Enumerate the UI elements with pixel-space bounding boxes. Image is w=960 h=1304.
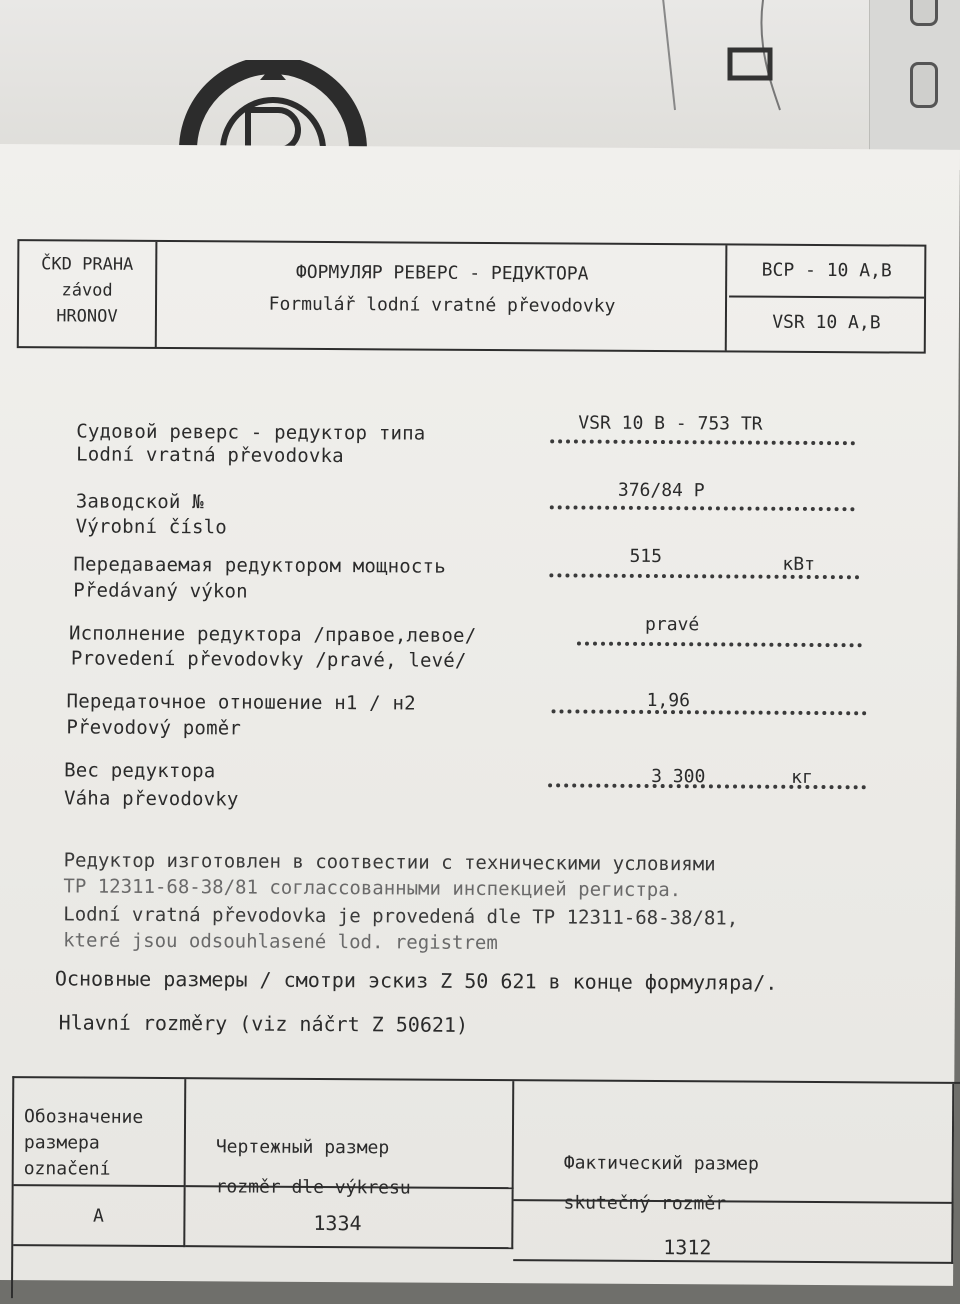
main-dimensions-czech: Hlavní rozměry (viz náčrt Z 50621): [58, 1010, 469, 1037]
header-text: Чертежный размер: [215, 1136, 390, 1159]
label-russian: Вес редуктора: [64, 759, 216, 783]
field-unit: кг: [791, 766, 813, 788]
label-russian: Передаточное отношение н1 / н2: [66, 690, 416, 715]
form-header: [17, 239, 927, 354]
label-russian: Исполнение редуктора /правое,левое/: [68, 622, 477, 647]
cell-drawing-size: 1334: [185, 1187, 513, 1249]
field-value: 515: [629, 545, 663, 568]
code-russian: ВСР - 10 А,В: [729, 245, 924, 298]
dimensions-table: [11, 1076, 960, 1304]
column-header-drawing: [186, 1079, 515, 1199]
cell-actual-size: 1312: [513, 1201, 953, 1264]
column-header-mark: [14, 1078, 187, 1187]
dotted-line: [550, 505, 855, 511]
field-value: pravé: [645, 613, 700, 636]
label-russian: Передаваемая редуктором мощность: [73, 553, 446, 578]
note-russian-line2: ТР 12311-68-38/81 соглассованными инспекцией регистра.: [63, 875, 682, 902]
title-czech: Formulář lodní vratné převodovky: [268, 293, 616, 317]
dotted-line: [549, 573, 859, 579]
code-box: [729, 245, 925, 351]
main-dimensions-russian: Основные размеры / смотри эскиз Z 50 621 в конце формуляра/.: [54, 966, 778, 995]
header-text: Фактический размер: [563, 1152, 759, 1175]
note-czech-line2: které jsou odsouhlasené lod. registrem: [63, 929, 498, 955]
header-text: Обозначение: [23, 1106, 144, 1128]
dotted-line: [548, 783, 866, 789]
company-plant: závod: [61, 280, 113, 301]
header-text: размера: [23, 1132, 100, 1154]
code-czech: VSR 10 A,B: [772, 311, 881, 334]
note-russian-line1: Редуктор изготовлен в соотвестии с техническими условиями: [63, 849, 716, 876]
company-box: [19, 241, 158, 347]
dotted-line: [577, 642, 862, 648]
dotted-line: [550, 439, 855, 445]
label-russian: Заводской №: [75, 490, 204, 514]
header-text: označení: [23, 1158, 111, 1180]
label-czech: Převodový poměr: [66, 716, 242, 740]
technical-drawing-fragment: [620, 0, 820, 140]
title-box: [159, 242, 728, 350]
form-sheet: [0, 144, 960, 1286]
cell-mark: A: [13, 1186, 185, 1247]
label-czech: Výrobní číslo: [75, 515, 228, 539]
field-value: 376/84 P: [617, 479, 705, 502]
title-russian: ФОРМУЛЯР РЕВЕРС - РЕДУКТОРА: [295, 261, 589, 285]
header-text: skutečný rozměr: [563, 1192, 727, 1215]
field-value: VSR 10 B - 753 TR: [578, 412, 763, 435]
company-location: HRONOV: [56, 306, 118, 327]
note-czech-line1: Lodní vratná převodovka je provedená dle TP 12311-68-38/81,: [63, 903, 739, 930]
punch-hole: [910, 62, 938, 108]
column-header-actual: [514, 1081, 955, 1215]
label-czech: Předávaný výkon: [73, 579, 248, 603]
field-value: 3 300: [651, 765, 706, 788]
field-value: 1,96: [646, 689, 691, 712]
header-text: rozměr dle výkresu: [215, 1176, 411, 1199]
punch-hole: [910, 0, 938, 26]
company-name: ČKD PRAHA: [41, 254, 134, 275]
label-russian: Судовой реверс - редуктор типа: [76, 420, 426, 445]
label-czech: Váha převodovky: [63, 787, 239, 811]
field-unit: кВт: [782, 553, 816, 575]
label-czech: Provedení převodovky /pravé, levé/: [70, 647, 467, 672]
label-czech: Lodní vratná převodovka: [76, 443, 344, 468]
binder-strip: [869, 0, 960, 150]
dotted-line: [552, 709, 867, 715]
